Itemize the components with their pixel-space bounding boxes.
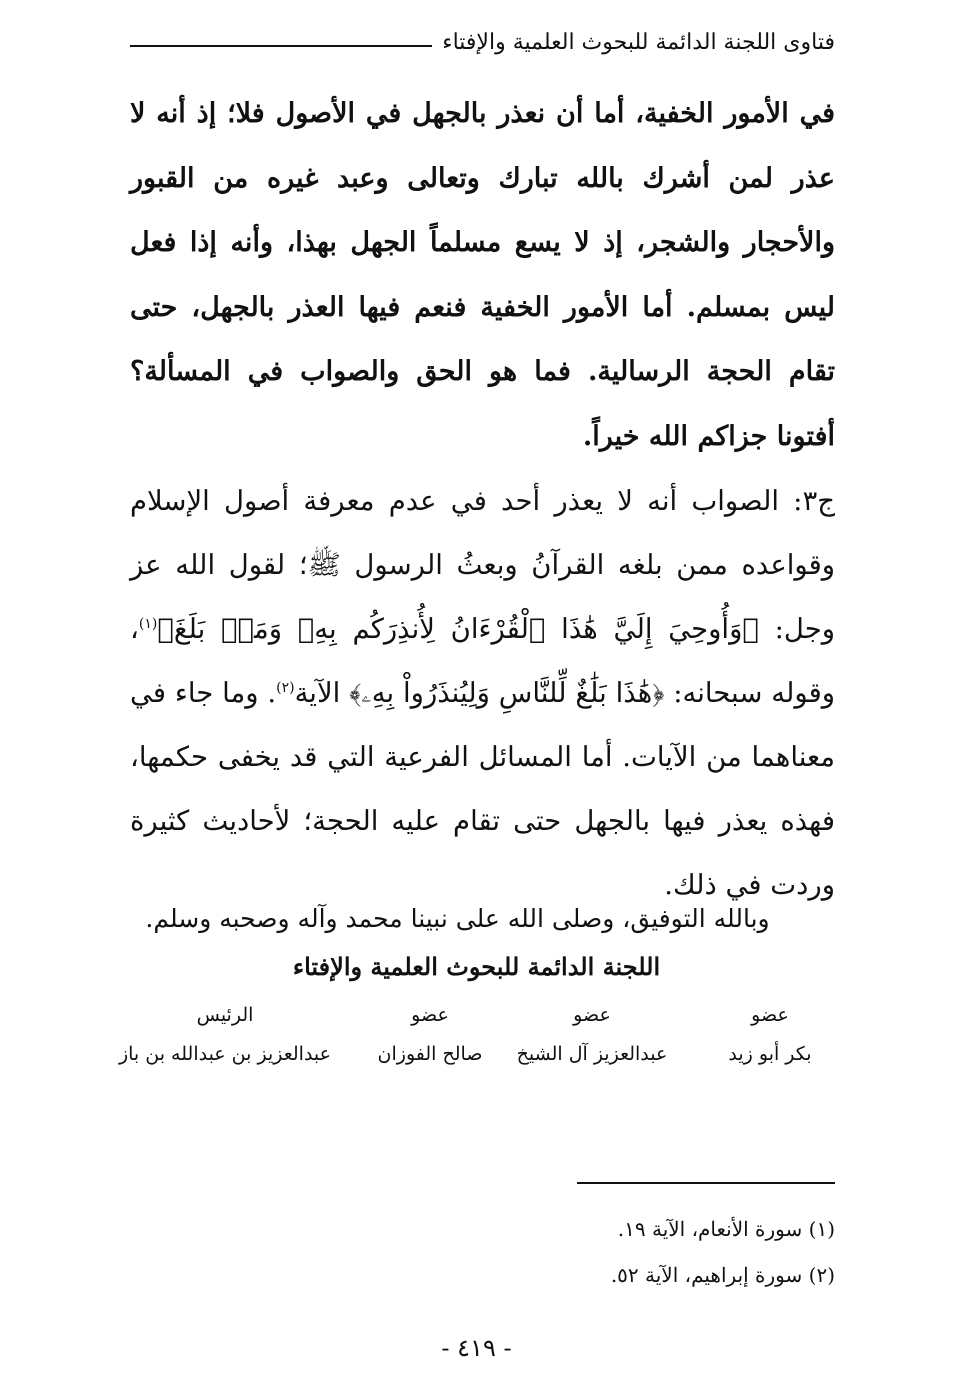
question-paragraph: في الأمور الخفية، أما أن نعذر بالجهل في الأصول فلا؛ إذ أنه لا عذر لمن أشرك بالله تبارك وتعالى وعبد غيره من القبور والأحجار والشجر، إذ لا يسع مسلماً الجهل بهذا، وأنه إذا فعل ليس بمسلم. أما الأمور الخفية فنعم فيها العذر بالجهل، حتى تقام الحجة الرسالية. فما هو الحق والصواب في المسألة؟ أفتونا جزاكم الله خيراً. [130, 98, 835, 452]
signature-chairman [110, 1000, 340, 1074]
header-rule [130, 45, 432, 47]
signature-role: عضو [573, 1004, 611, 1026]
signature-name: عبدالعزيز آل الشيخ [516, 1043, 668, 1065]
body-text [130, 82, 835, 917]
signature-role: عضو [751, 1004, 789, 1026]
signature-member-2 [507, 1000, 677, 1074]
running-header [130, 30, 835, 55]
signature-role: عضو [411, 1004, 449, 1026]
signature-name: عبدالعزيز بن عبدالله بن باز [118, 1043, 332, 1065]
answer-text-part2: ، وقوله سبحانه: [130, 613, 836, 709]
footnote-ref-1: (١) [138, 615, 158, 632]
answer-text-part1: ج٣: الصواب أنه لا يعذر أحد في عدم معرفة أصول الإسلام وقواعده ممن بلغه القرآنُ وبعثُ الرسول ﷺ؛ لقول الله عز وجل: [130, 485, 835, 645]
footnote-1: (١) سورة الأنعام، الآية ١٩. [617, 1217, 835, 1241]
signature-member-1 [705, 1000, 835, 1074]
committee-title: اللجنة الدائمة للبحوث العلمية والإفتاء [292, 952, 661, 981]
footnotes [435, 1206, 835, 1298]
running-title: فتاوى اللجنة الدائمة للبحوث العلمية والإفتاء [442, 30, 835, 55]
footnote-2: (٢) سورة إبراهيم، الآية ٥٢. [610, 1263, 835, 1287]
quran-verse-2: ﴿هَٰذَا بَلَٰغٌ لِّلنَّاسِ وَلِيُنذَرُواْ بِهِۦ﴾ [349, 677, 665, 709]
signature-name: بكر أبو زيد [728, 1043, 812, 1065]
page-number: - ٤١٩ - [441, 1334, 512, 1362]
signature-member-3 [365, 1000, 495, 1074]
answer-text-part4: . وما جاء في معناهما من الآيات. أما المسائل الفرعية التي قد يخفى حكمها، فهذه يعذر فيها بالجهل حتى تقام عليه الحجة؛ لأحاديث كثيرة وردت في ذلك. [130, 677, 835, 901]
answer-paragraph [130, 469, 835, 917]
signature-role: الرئيس [196, 1004, 254, 1026]
footnote-ref-2: (٢) [276, 679, 295, 696]
closing-line: وبالله التوفيق، وصلى الله على نبينا محمد وآله وصحبه وسلم. [145, 904, 770, 933]
signature-name: صالح الفوزان [377, 1043, 483, 1065]
footnote-separator [577, 1182, 835, 1184]
signature-block [118, 1000, 835, 1080]
quran-verse-1: ﴿وَأُوحِيَ إِلَيَّ هَٰذَا ٱلْقُرْءَانُ لِأُنذِرَكُم بِهِۦ وَمَنۢ بَلَغَ﴾ [157, 613, 759, 645]
answer-text-part3: الآية [294, 677, 350, 709]
